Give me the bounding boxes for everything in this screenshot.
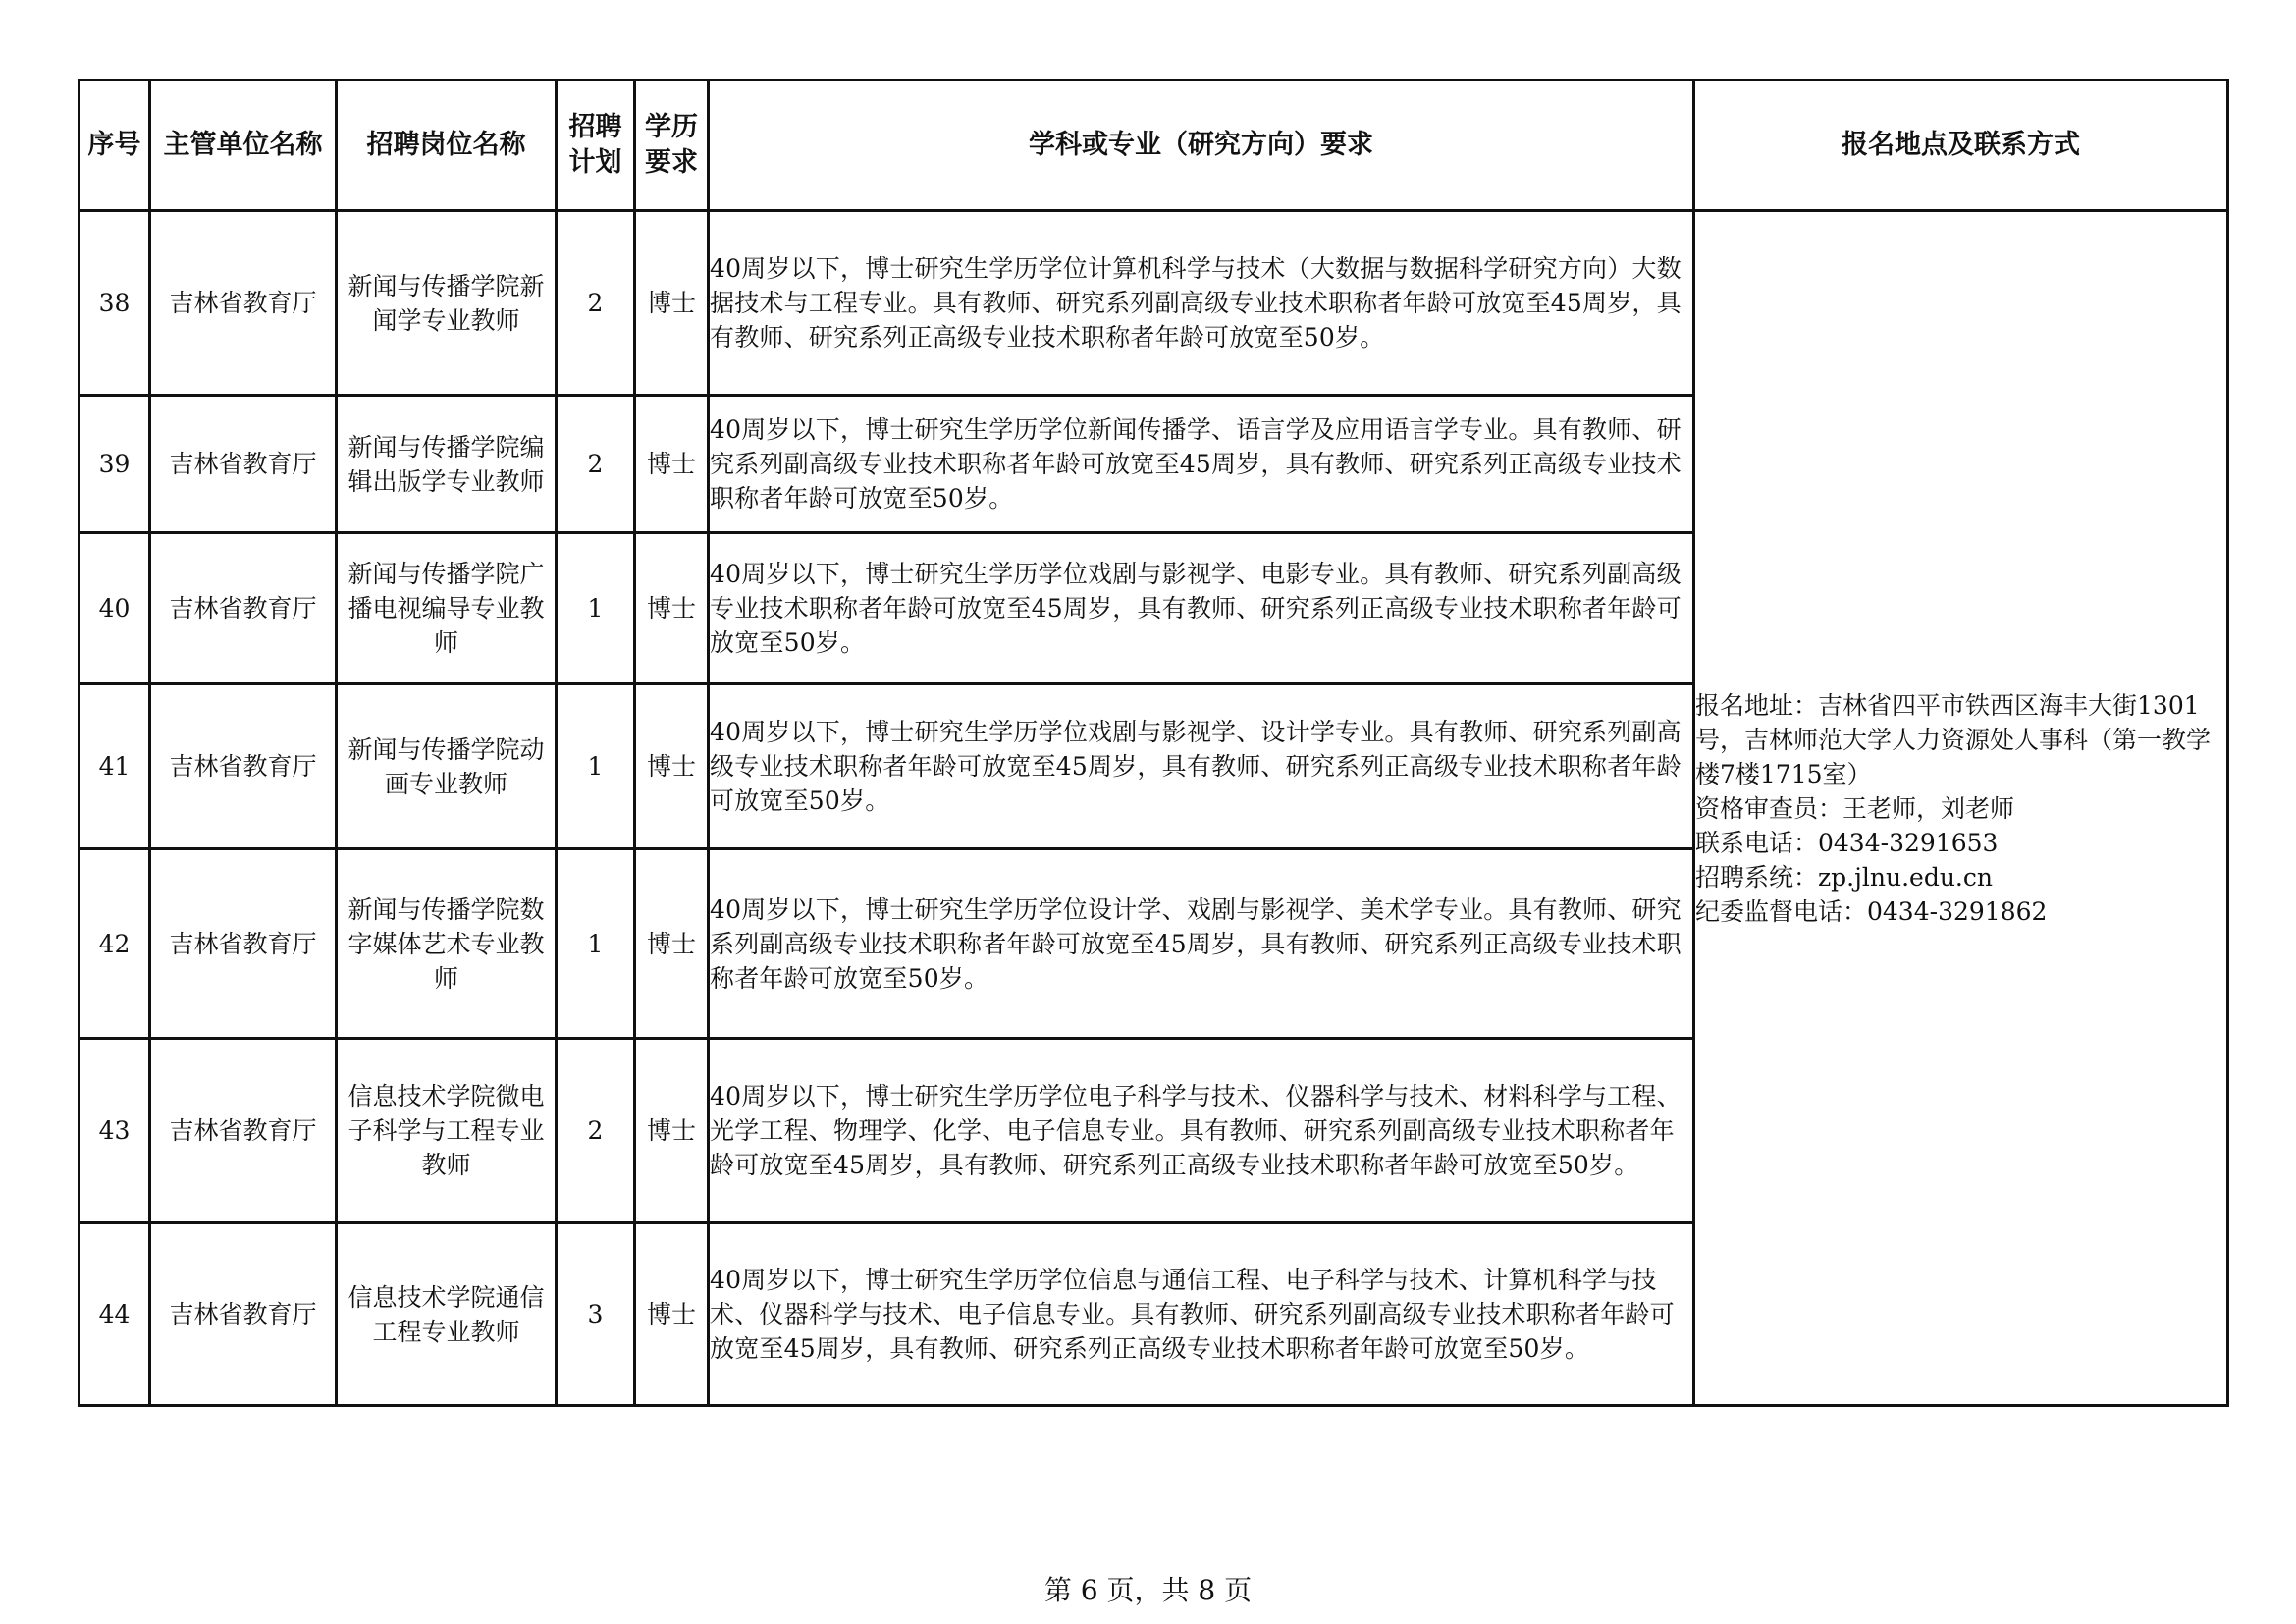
row-unit: 吉林省教育厅 <box>150 396 337 533</box>
row-unit: 吉林省教育厅 <box>150 849 337 1039</box>
row-edu: 博士 <box>635 533 709 684</box>
header-edu <box>635 81 709 211</box>
row-plan: 2 <box>557 396 635 533</box>
row-requirements: 40周岁以下，博士研究生学历学位计算机科学与技术（大数据与数据科学研究方向）大数据技术与工程专业。具有教师、研究系列副高级专业技术职称者年龄可放宽至45周岁，具有教师、研究系列正高级专业技术职称者年龄可放宽至50岁。 <box>709 211 1694 396</box>
contact-address: 报名地址：吉林省四平市铁西区海丰大街1301号，吉林师范大学人力资源处人事科（第一教学楼7楼1715室） <box>1695 690 2212 788</box>
row-num: 39 <box>80 396 150 533</box>
row-unit: 吉林省教育厅 <box>150 533 337 684</box>
row-plan: 3 <box>557 1223 635 1406</box>
row-post: 新闻与传播学院新闻学专业教师 <box>337 211 557 396</box>
contact-phone: 联系电话：0434-3291653 <box>1695 828 1999 857</box>
header-edu-line2: 要求 <box>645 147 698 178</box>
row-num: 40 <box>80 533 150 684</box>
contact-info <box>1694 211 2228 1406</box>
header-plan-line2: 计划 <box>568 147 622 178</box>
row-post: 新闻与传播学院动画专业教师 <box>337 684 557 849</box>
contact-reviewer: 资格审查员：王老师，刘老师 <box>1695 793 2015 823</box>
row-post: 新闻与传播学院广播电视编导专业教师 <box>337 533 557 684</box>
row-num: 42 <box>80 849 150 1039</box>
header-plan <box>557 81 635 211</box>
row-requirements: 40周岁以下，博士研究生学历学位新闻传播学、语言学及应用语言学专业。具有教师、研究系列副高级专业技术职称者年龄可放宽至45周岁，具有教师、研究系列正高级专业技术职称者年龄可放宽至50岁。 <box>709 396 1694 533</box>
header-unit: 主管单位名称 <box>150 81 337 211</box>
row-requirements: 40周岁以下，博士研究生学历学位信息与通信工程、电子科学与技术、计算机科学与技术、仪器科学与技术、电子信息专业。具有教师、研究系列副高级专业技术职称者年龄可放宽至45周岁，具有教师、研究系列正高级专业技术职称者年龄可放宽至50岁。 <box>709 1223 1694 1406</box>
row-plan: 1 <box>557 684 635 849</box>
row-num: 38 <box>80 211 150 396</box>
row-plan: 1 <box>557 849 635 1039</box>
header-contact: 报名地点及联系方式 <box>1694 81 2228 211</box>
row-post: 新闻与传播学院编辑出版学专业教师 <box>337 396 557 533</box>
row-post: 信息技术学院通信工程专业教师 <box>337 1223 557 1406</box>
contact-supervision: 纪委监督电话：0434-3291862 <box>1695 896 2048 926</box>
contact-system: 招聘系统：zp.jlnu.edu.cn <box>1695 862 1993 892</box>
header-edu-line1: 学历 <box>645 112 698 142</box>
row-unit: 吉林省教育厅 <box>150 1223 337 1406</box>
header-num: 序号 <box>80 81 150 211</box>
row-edu: 博士 <box>635 396 709 533</box>
row-num: 44 <box>80 1223 150 1406</box>
table-row <box>80 211 2228 396</box>
row-edu: 博士 <box>635 1039 709 1223</box>
row-plan: 2 <box>557 211 635 396</box>
row-edu: 博士 <box>635 211 709 396</box>
row-requirements: 40周岁以下，博士研究生学历学位戏剧与影视学、设计学专业。具有教师、研究系列副高级专业技术职称者年龄可放宽至45周岁，具有教师、研究系列正高级专业技术职称者年龄可放宽至50岁。 <box>709 684 1694 849</box>
header-plan-line1: 招聘 <box>568 112 622 142</box>
row-unit: 吉林省教育厅 <box>150 1039 337 1223</box>
row-unit: 吉林省教育厅 <box>150 211 337 396</box>
row-unit: 吉林省教育厅 <box>150 684 337 849</box>
row-num: 41 <box>80 684 150 849</box>
row-requirements: 40周岁以下，博士研究生学历学位戏剧与影视学、电影专业。具有教师、研究系列副高级专业技术职称者年龄可放宽至45周岁，具有教师、研究系列正高级专业技术职称者年龄可放宽至50岁。 <box>709 533 1694 684</box>
row-requirements: 40周岁以下，博士研究生学历学位设计学、戏剧与影视学、美术学专业。具有教师、研究系列副高级专业技术职称者年龄可放宽至45周岁，具有教师、研究系列正高级专业技术职称者年龄可放宽至50岁。 <box>709 849 1694 1039</box>
row-edu: 博士 <box>635 849 709 1039</box>
row-plan: 2 <box>557 1039 635 1223</box>
row-post: 信息技术学院微电子科学与工程专业教师 <box>337 1039 557 1223</box>
row-plan: 1 <box>557 533 635 684</box>
header-requirements: 学科或专业（研究方向）要求 <box>709 81 1694 211</box>
row-post: 新闻与传播学院数字媒体艺术专业教师 <box>337 849 557 1039</box>
header-post: 招聘岗位名称 <box>337 81 557 211</box>
table-header-row <box>80 81 2228 211</box>
row-edu: 博士 <box>635 1223 709 1406</box>
row-requirements: 40周岁以下，博士研究生学历学位电子科学与技术、仪器科学与技术、材料科学与工程、光学工程、物理学、化学、电子信息专业。具有教师、研究系列副高级专业技术职称者年龄可放宽至45周岁，具有教师、研究系列正高级专业技术职称者年龄可放宽至50岁。 <box>709 1039 1694 1223</box>
recruitment-table <box>78 79 2229 1407</box>
page-number: 第 6 页，共 8 页 <box>1043 1574 1253 1606</box>
row-num: 43 <box>80 1039 150 1223</box>
row-edu: 博士 <box>635 684 709 849</box>
